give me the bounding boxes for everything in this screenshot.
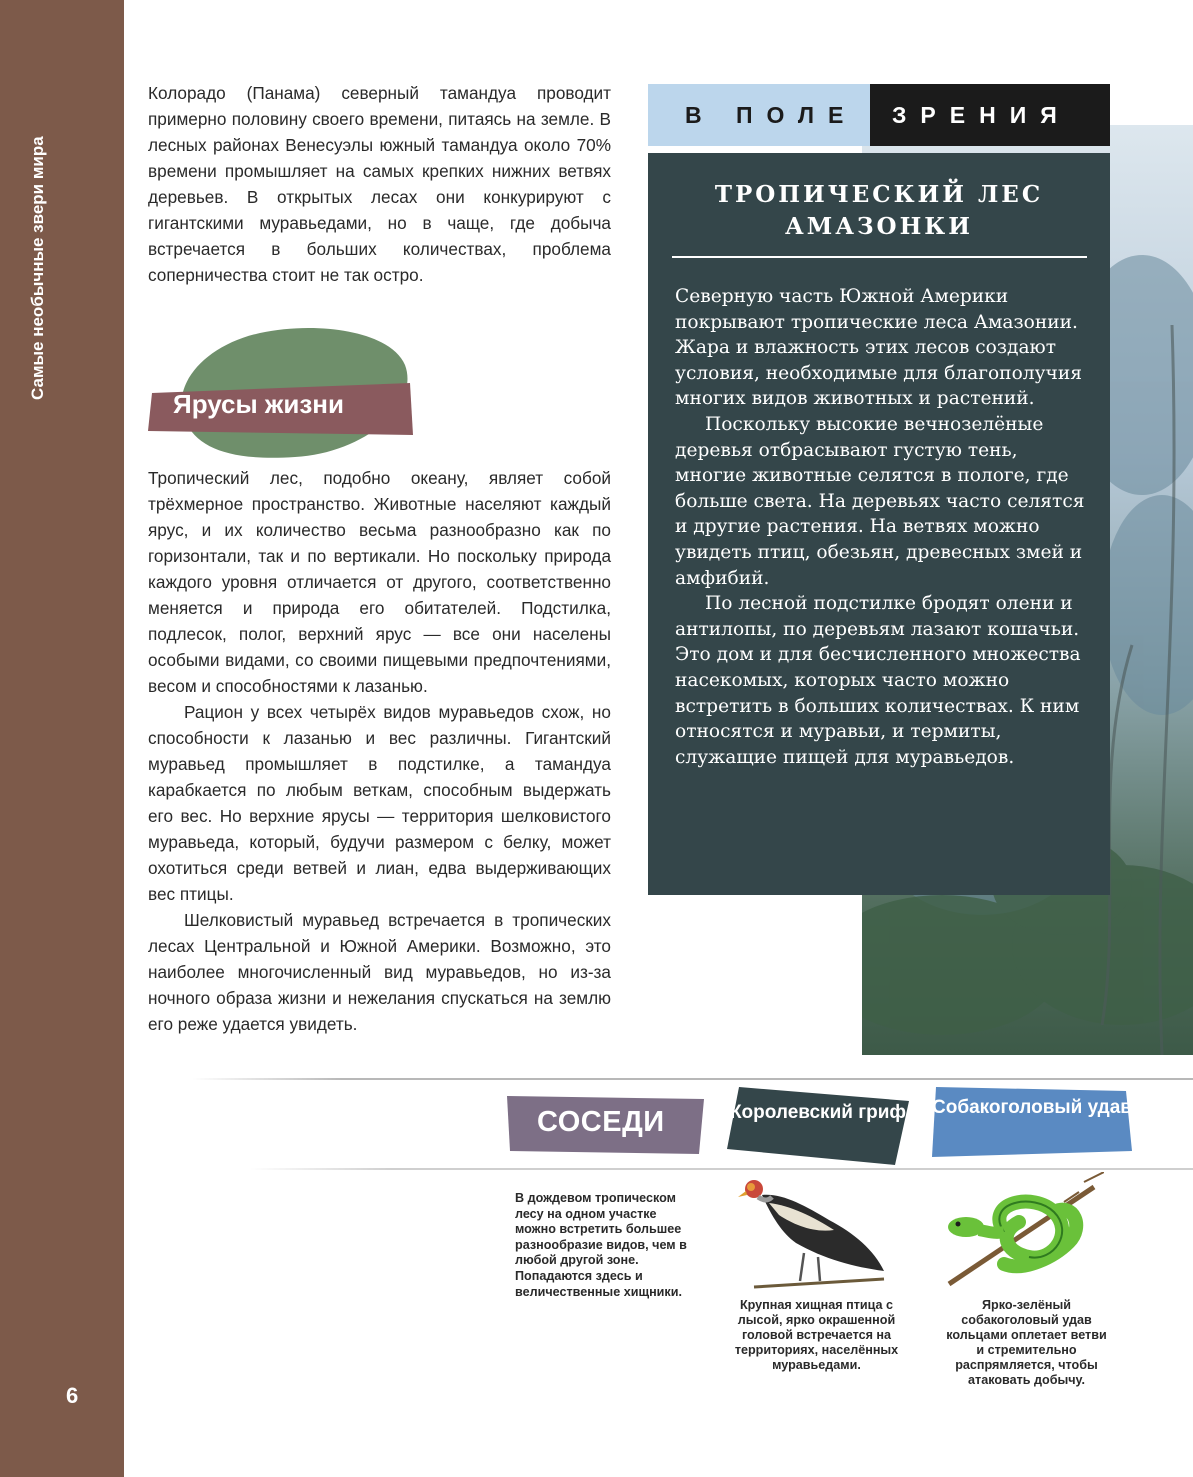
field-of-view-label-light xyxy=(648,84,870,146)
vulture-name: Королевский гриф xyxy=(729,1102,907,1123)
section-body xyxy=(148,465,611,1037)
neighbors-top-rule xyxy=(192,1078,1193,1080)
vulture-caption: Крупная хищная птица с лысой, ярко окрашенной головой встречается на территориях, населённых муравьедами. xyxy=(734,1298,899,1372)
panel-title-line1: ТРОПИЧЕСКИЙ ЛЕС xyxy=(714,181,1044,208)
page-number: 6 xyxy=(66,1383,79,1408)
neighbors-heading: СОСЕДИ xyxy=(537,1106,665,1138)
running-title: Самые необычные звери мира xyxy=(28,136,47,400)
body-paragraph: Шелковистый муравьед встречается в тропических лесах Центральной и Южной Америки. Возможно, это наиболее многочисленный вид муравьедов, но из-за ночного образа жизни и нежелания спускаться на землю его реже удается увидеть. xyxy=(148,910,611,1034)
panel-body xyxy=(675,284,1090,770)
panel-paragraph: По лесной подстилке бродят олени и антилопы, по деревьям лазают кошачьи. Это дом и для бесчисленного множества насекомых, которых часто можно встретить в больших количествах. К ним относятся и муравьи, и термиты, служащие пищей для муравьедов. xyxy=(675,593,1081,768)
king-vulture-illustration xyxy=(734,1175,899,1290)
panel-paragraph: Поскольку высокие вечнозелёные деревья отбрасывают густую тень, многие животные селятся в пологе, где больше света. На деревьях часто селятся и другие растения. На ветвях можно увидеть птиц, обезьян, древесных змей и амфибий. xyxy=(675,413,1085,589)
intro-paragraph xyxy=(148,80,611,288)
vulture-label-box xyxy=(727,1087,909,1165)
field-of-view-word2: ЗРЕНИЯ xyxy=(892,102,1071,128)
panel-divider xyxy=(672,256,1087,258)
intro-text: Колорадо (Панама) северный тамандуа проводит примерно половину своего времени, питаясь на земле. В лесных районах Венесуэлы южный тамандуа около 70% времени промышляет на самых крепких нижних ветвях деревьев. В открытых лесах они конкурируют с гигантскими муравьедами, но в чаще, где добыча встречается в больших количествах, проблема соперничества стоит не так остро. xyxy=(148,83,611,285)
field-of-view-word1: В ПОЛЕ xyxy=(685,102,858,128)
boa-caption: Ярко-зелёный собакоголовый удав кольцами оплетает ветви и стремительно распрямляется, чтобы атаковать добычу. xyxy=(946,1298,1107,1387)
body-paragraph: Тропический лес, подобно океану, являет собой трёхмерное пространство. Животные населяют каждый ярус, и их количество весьма разнообразно как по горизонтали, так и по вертикали. Но поскольку природа каждого уровня отличается от другого, соответственно меняется и природа его обитателей. Подстилка, подлесок, полог, верхний ярус — все они населены особыми видами, со своими пищевыми предпочтениями, весом и способностями к лазанью. xyxy=(148,468,611,696)
panel-title-line2: АМАЗОНКИ xyxy=(785,213,973,240)
boa-name: Собакоголовый удав xyxy=(932,1097,1132,1118)
body-paragraph: Рацион у всех четырёх видов муравьедов схож, но способности к лазанью и вес различны. Гигантский муравьед промышляет в подстилке, а тамандуа карабкается по любым веткам, способным выдержать его вес. Но верхние ярусы — территория шелковистого муравьеда, который, будучи размером с белку, может охотиться среди ветвей и лиан, едва выдерживающих вес птицы. xyxy=(148,702,611,904)
sidebar-strip xyxy=(0,0,124,1477)
field-of-view-label-dark xyxy=(870,84,1110,146)
neighbors-bottom-rule xyxy=(250,1168,1193,1170)
panel-paragraph: Северную часть Южной Америки покрывают тропические леса Амазонии. Жара и влажность этих лесов создают условия, необходимые для благополучия многих видов животных и растений. xyxy=(675,286,1082,410)
emerald-boa-illustration xyxy=(944,1172,1104,1290)
section-heading: Ярусы жизни xyxy=(173,389,344,419)
amazon-info-panel xyxy=(648,153,1110,895)
neighbors-intro: В дождевом тропическом лесу на одном участке можно встретить большее разнообразие видов, чем в любой другой зоне. Попадаются здесь и величественные хищники. xyxy=(515,1191,687,1299)
panel-title xyxy=(648,179,1110,243)
